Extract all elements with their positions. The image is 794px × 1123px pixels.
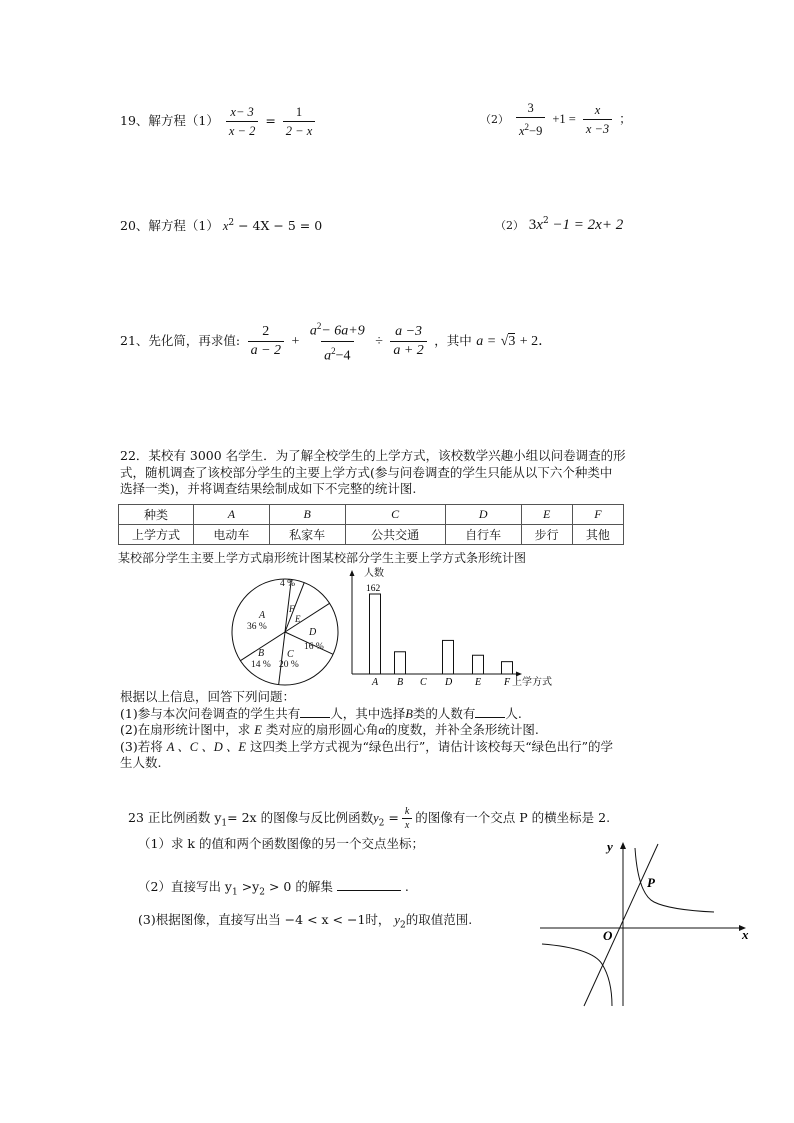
q21-plus: + (291, 334, 300, 350)
table-cell: 私家车 (269, 525, 345, 545)
q23-l1-y: y (373, 811, 379, 825)
function-graph (536, 836, 751, 1011)
q23-l1-c: 的图像有一个交点 P 的横坐标是 2. (415, 810, 611, 825)
q21-f3-den: a + 2 (390, 341, 426, 359)
q23-l1-sub1: 1 (221, 818, 228, 829)
pie-label-c: C (287, 649, 294, 660)
table-cell: 自行车 (445, 525, 521, 545)
pie-value-f: 4 % (280, 579, 296, 589)
q19-label: 19、解方程（1） (120, 113, 219, 128)
bar-category-f: F (504, 677, 511, 688)
pie-label-a: A (259, 610, 266, 621)
q23-line-2: （1）求 k 的值和两个函数图像的另一个交点坐标； (138, 836, 424, 851)
q22-q2-alpha: α (378, 723, 385, 737)
table-cell: B (269, 505, 345, 525)
q21 (120, 318, 543, 364)
q23-line-1 (128, 806, 610, 833)
q19 (120, 104, 318, 139)
table-cell: 步行 (521, 525, 572, 545)
q22-intro-line-3: 选择一类)，并将调查结果绘制成如下不完整的统计图. (120, 481, 417, 496)
q22-q2-var: E (254, 723, 262, 737)
pie-chart (225, 572, 345, 692)
q23-blank-solution[interactable] (337, 890, 401, 891)
table-row (119, 505, 624, 525)
q21-f2-num-a: a (309, 323, 317, 339)
pie-label-d: D (309, 627, 317, 638)
graph-point-p-label: P (647, 875, 655, 890)
q19-p1-equals: = (265, 113, 276, 128)
q19-p2-den-base: x (518, 124, 525, 139)
bar-value-label: 162 (366, 584, 381, 594)
q19-p1-lhs-fraction (226, 104, 258, 139)
q20-label: 20、解方程（1） (120, 218, 219, 234)
q23-l3-d: . (404, 879, 409, 894)
table-cell: A (194, 505, 270, 525)
q21-f2-num-rest: − 6a+9 (321, 323, 365, 339)
q23-l3-b: >y (237, 879, 260, 894)
q20-p2-coef: 3 (528, 217, 537, 233)
graph-y-arrow (620, 842, 626, 849)
table-cell: 种类 (119, 505, 194, 525)
table-cell: 上学方式 (119, 525, 194, 545)
bar-category-a: A (372, 677, 379, 688)
q22-questions-intro: 根据以上信息，回答下列问题： (120, 689, 296, 704)
bar-f (502, 662, 513, 674)
q20-p2-exp: 2 (542, 216, 549, 226)
q22-intro-line-2: 式，随机调查了该校部分学生的主要上学方式(参与问卷调查的学生只能从以下六个种类中 (120, 464, 613, 480)
bar-category-e: E (475, 677, 482, 688)
table-cell: 公共交通 (345, 525, 445, 545)
bar-chart (340, 564, 565, 692)
pie-value-d: 16 % (304, 642, 324, 652)
q22-questions (120, 689, 613, 772)
q23-line-3 (138, 879, 409, 901)
bar-b (395, 652, 406, 674)
q20-p2-rest: −1 = 2x+ 2 (548, 217, 624, 233)
q19-p1-rhs-num: 1 (295, 105, 303, 119)
q21-value-lhs: a = (476, 334, 497, 350)
q20 (120, 215, 322, 234)
q21-f1-den: a − 2 (248, 341, 284, 359)
table-row (119, 525, 624, 545)
q21-f2-den-exp: 2 (331, 345, 336, 356)
bar-x-arrow (516, 672, 522, 677)
q22-q1-text-c: 类的人数有 (412, 705, 476, 721)
q23-l1-b: = 2x 的图像与反比例函数 (227, 810, 374, 825)
q20-part2 (495, 211, 623, 236)
q19-p2-den-rest: −9 (529, 124, 543, 139)
q19-part2 (480, 100, 632, 139)
q21-fraction-1 (248, 324, 284, 359)
q23-l3-a: （2）直接写出 y (138, 879, 232, 894)
q23-l4-y: y (394, 913, 400, 927)
q19-p2-rhs-den: x −3 (583, 119, 612, 137)
pie-label-f: F (289, 604, 295, 614)
q23-l3-sub1: 1 (232, 887, 238, 898)
q22-intro (120, 448, 626, 498)
q21-label: 21、先化简，再求值: (120, 333, 241, 349)
q23-l1-sub2: 2 (378, 818, 385, 829)
q19-p2-lhs-fraction (516, 100, 545, 139)
table-cell: E (521, 505, 572, 525)
q19-p2-rhs-num: x (594, 103, 601, 118)
q23-l1-eq: = (384, 810, 399, 825)
q21-f2-den-a: a (324, 348, 332, 364)
q19-p2-lhs-num: 3 (527, 101, 534, 115)
q19-p2-end: ； (619, 111, 632, 127)
graph-x-label: x (742, 927, 749, 942)
q23-l1-a: 23 正比例函数 y (128, 810, 222, 825)
q23-l4-a: (3)根据图像，直接写出当 −4 < x < −1时， (138, 912, 391, 927)
q22-q1 (120, 706, 613, 723)
q20-p1-var: x (222, 219, 229, 234)
pie-label-e: E (295, 614, 301, 624)
pie-value-c: 20 % (279, 660, 299, 670)
q19-p2-label: （2） (480, 113, 509, 127)
q23-l1-k: k (404, 806, 410, 817)
q21-f2-den-rest: −4 (335, 348, 351, 364)
graph-hyperbola-branch-2 (542, 944, 612, 1006)
q21-f2-num-exp: 2 (316, 321, 322, 331)
q22-q1-var: B (405, 706, 413, 721)
graph-y-label: y (607, 839, 613, 854)
bar-category-b: B (397, 677, 404, 688)
q19-p1-rhs-den: 2 − x (283, 121, 315, 139)
q20-p2-label: （2） (495, 219, 524, 232)
q23-l4-sub: 2 (399, 920, 406, 931)
bar-category-d: D (445, 677, 453, 688)
q21-sqrt: √ (500, 334, 509, 350)
q21-f1-num: 2 (262, 323, 270, 339)
q22-q3-text-b: 这四类上学方式视为“绿色出行”，请估计该校每天“绿色出行”的学 (249, 738, 614, 754)
q22-intro-line-1: 22．某校有 3000 名学生．为了解全校学生的上学方式，该校数学兴趣小组以问卷调查的形 (120, 448, 626, 463)
q19-p2-rhs-fraction (583, 102, 612, 137)
q22-chart-caption: 某校部分学生主要上学方式扇形统计图某校部分学生主要上学方式条形统计图 (118, 551, 527, 565)
q22-q3-line-2: 生人数. (120, 755, 162, 770)
q21-radicand: 3 (508, 334, 516, 350)
q19-p2-den-exp: 2 (524, 122, 530, 132)
q23-l4-b: 的取值范围. (405, 912, 473, 927)
bar-d (443, 640, 454, 674)
q22-q1-blank-total[interactable] (300, 717, 330, 718)
q22-q2 (120, 722, 613, 739)
bar-a (370, 594, 381, 674)
bar-xlabel: 上学方式 (512, 677, 552, 688)
q19-p2-plus-one: +1 = (552, 112, 576, 127)
table-cell: 电动车 (194, 525, 270, 545)
q19-p1-lhs-den: x − 2 (226, 121, 258, 139)
q23-k-over-x (402, 806, 412, 831)
q21-divide: ÷ (375, 334, 383, 350)
bar-category-c: C (420, 677, 427, 688)
q20-p1-rest: − 4X − 5 = 0 (234, 218, 323, 234)
bar-ylabel: 人数 (364, 568, 384, 579)
table-cell: 其他 (572, 525, 623, 545)
q22-q1-text-d: 人. (505, 705, 522, 721)
graph-origin-label: O (603, 928, 613, 943)
q22-q1-text-b: 人，其中选择 (330, 705, 406, 721)
bar-e (473, 655, 484, 674)
q19-p1-rhs-fraction (283, 104, 315, 139)
q22-q1-blank-b[interactable] (475, 717, 505, 718)
q22-q3-text-a: (3)若将 (120, 738, 163, 754)
q19-p1-lhs-num: x− 3 (230, 105, 254, 119)
q20-p2-var: x (536, 217, 543, 233)
q22-q2-text-b: 类对应的扇形圆心角 (265, 722, 379, 737)
q21-fraction-3 (390, 324, 426, 359)
pie-label-b: B (258, 648, 265, 659)
q21-fraction-2 (307, 318, 368, 364)
q23-l3-sub2: 2 (259, 887, 265, 898)
q21-value-rest: + 2 (519, 334, 539, 350)
q22-q2-text-c: 的度数，并补全条形统计图. (384, 722, 539, 737)
q22-table (118, 504, 624, 545)
q23-l3-c: > 0 的解集 (264, 879, 333, 894)
q21-where: ，其中 (434, 333, 472, 349)
q21-f3-num: a −3 (395, 323, 423, 339)
q20-p1-exp: 2 (228, 218, 235, 228)
table-cell: C (345, 505, 445, 525)
pie-divider-b (279, 632, 285, 685)
q22-q3 (120, 739, 613, 756)
q22-q3-vars: A 、C 、D 、E (166, 739, 246, 754)
q23-line-4 (138, 912, 472, 934)
table-cell: F (572, 505, 623, 525)
table-cell: D (445, 505, 521, 525)
bar-y-arrow (350, 570, 355, 576)
q23-l1-x: x (402, 818, 412, 831)
q21-period: . (538, 333, 543, 350)
q22-q1-text-a: (1)参与本次问卷调查的学生共有 (120, 705, 301, 721)
pie-value-b: 14 % (251, 660, 271, 670)
graph-line-y1 (584, 844, 658, 1006)
q22-q2-text-a: (2)在扇形统计图中，求 (120, 722, 251, 737)
pie-value-a: 36 % (247, 622, 267, 632)
